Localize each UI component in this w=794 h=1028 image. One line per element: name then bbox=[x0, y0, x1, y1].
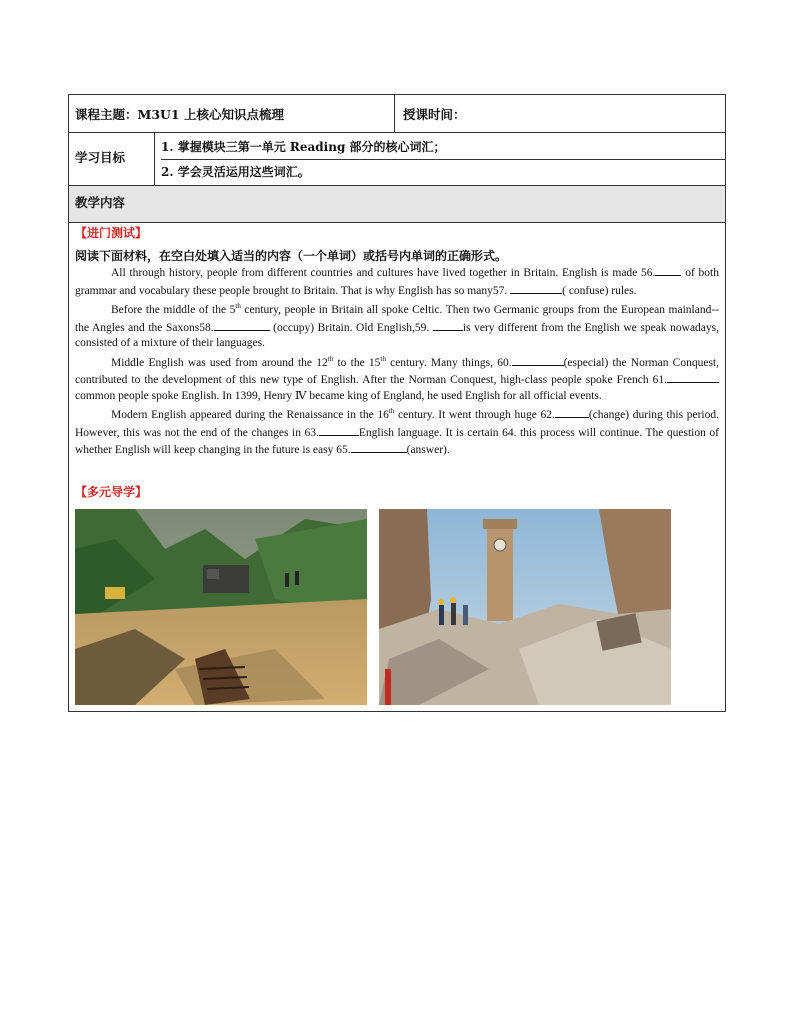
flood-mudslide-photo bbox=[75, 509, 367, 705]
objective-item: 1. 掌握模块三第一单元 Reading 部分的核心词汇； bbox=[161, 135, 725, 160]
test-instruction: 阅读下面材料，在空白处填入适当的内容（一个单词）或括号内单词的正确形式。 bbox=[75, 249, 508, 263]
header-row bbox=[69, 95, 725, 133]
lesson-sheet bbox=[68, 94, 726, 712]
content-row bbox=[69, 186, 725, 223]
blank-62[interactable] bbox=[555, 406, 589, 418]
objective-item: 2. 学会灵活运用这些词汇。 bbox=[161, 165, 310, 179]
class-time-label: 授课时间： bbox=[403, 107, 466, 122]
passage-paragraph: Before the middle of the 5th century, people in Britain all spoke Celtic. Then two Germanic groups from the European mainland--the Angles and the Saxons58. (occupy) Britain. Old English,59. is very different from the English we speak nowadays, consisted of a mixture of their languages. bbox=[75, 302, 720, 350]
passage-paragraph: All through history, people from different countries and cultures have lived together in Britain. English is made 56. of both grammar and vocabulary these people brought to Britain. That is why English has so many57. ( confuse) rules. bbox=[75, 264, 719, 299]
blank-63[interactable] bbox=[319, 424, 359, 436]
objectives-label: 学习目标 bbox=[69, 133, 155, 185]
blank-58[interactable] bbox=[214, 319, 270, 331]
photo-row bbox=[75, 509, 719, 705]
teaching-content-label: 教学内容 bbox=[75, 195, 126, 210]
blank-65[interactable] bbox=[351, 441, 407, 453]
entry-test-title: 【进门测试】 bbox=[75, 226, 148, 240]
course-topic: 课程主题：M3U1 上核心知识点梳理 bbox=[69, 95, 395, 132]
blank-57[interactable] bbox=[510, 282, 562, 294]
passage-paragraph: Modern English appeared during the Renaissance in the 16th century. It went through huge 62. (change) during this period. However, this was not the end of the changes in 63. English language. It is certain 64. this process will continue. The question of whether English will keep changing in the future is easy 65. (answer). bbox=[75, 407, 719, 457]
objectives-row bbox=[69, 133, 725, 186]
objectives-list bbox=[155, 133, 725, 185]
cloze-passage bbox=[75, 264, 719, 459]
blank-61[interactable] bbox=[667, 371, 719, 383]
blank-59[interactable] bbox=[433, 319, 463, 331]
earthquake-ruins-photo bbox=[379, 509, 671, 705]
blank-56[interactable] bbox=[655, 264, 681, 276]
blank-60[interactable] bbox=[512, 354, 564, 366]
passage-paragraph: Middle English was used from around the 12th to the 15th century. Many things, 60. (especial) the Norman Conquest, contributed to the development of this new type of English. After the Norman Conquest, high-class people spoke French 61. common people spoke English. In 1399, Henry Ⅳ became king of England, he used English for all official events. bbox=[75, 354, 720, 402]
guided-study-title: 【多元导学】 bbox=[75, 485, 148, 500]
content-body bbox=[69, 224, 725, 711]
